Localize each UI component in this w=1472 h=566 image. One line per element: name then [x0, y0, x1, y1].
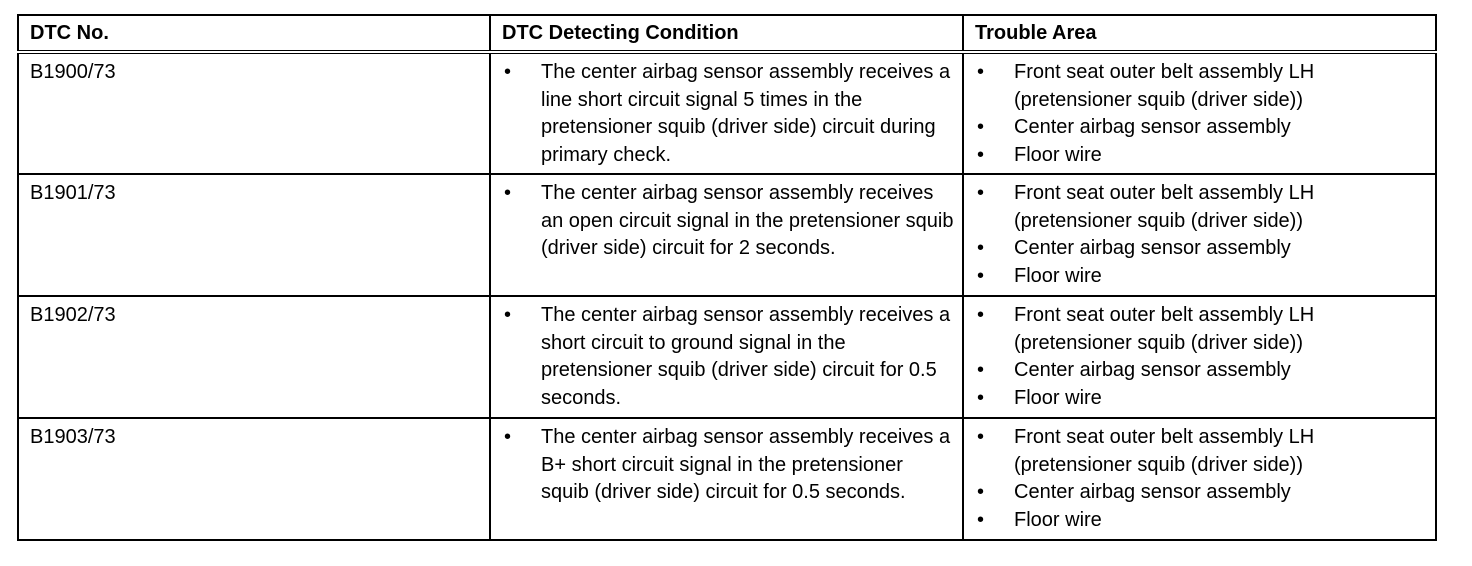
trouble-area-text: Floor wire [1014, 264, 1102, 287]
trouble-area-cell [963, 418, 1436, 540]
list-item [964, 479, 1435, 507]
bullet-icon: • [977, 426, 985, 448]
trouble-area-text: Center airbag sensor assembly [1014, 237, 1291, 259]
header-trouble-area: Trouble Area [963, 15, 1436, 52]
trouble-area-text: Floor wire [1014, 508, 1102, 531]
detecting-condition-cell [490, 296, 963, 418]
bullet-icon: • [977, 359, 985, 381]
list-item [964, 424, 1435, 479]
list-item [964, 263, 1435, 291]
trouble-area-list [964, 54, 1435, 169]
bullet-icon: • [977, 182, 985, 204]
detecting-condition-cell [490, 52, 963, 174]
trouble-area-text: Front seat outer belt assembly LH (pretensioner squib (driver side)) [1014, 426, 1315, 476]
condition-text: The center airbag sensor assembly receives an open circuit signal in the pretensioner squib (driver side) circuit for 2 seconds. [541, 182, 954, 259]
table-row [18, 52, 1436, 174]
list-item [964, 385, 1435, 413]
trouble-area-text: Center airbag sensor assembly [1014, 359, 1291, 381]
dtc-code: B1901/73 [18, 174, 490, 296]
list-item [491, 424, 962, 507]
bullet-icon: • [977, 304, 985, 326]
header-row [18, 15, 1436, 52]
trouble-area-text: Front seat outer belt assembly LH (pretensioner squib (driver side)) [1014, 304, 1315, 354]
table-row [18, 418, 1436, 540]
condition-text: The center airbag sensor assembly receives a line short circuit signal 5 times in the pretensioner squib (driver side) circuit during primary check. [541, 61, 951, 166]
bullet-icon: • [977, 116, 985, 138]
list-item [491, 302, 962, 412]
bullet-icon: • [977, 237, 985, 259]
dtc-code: B1900/73 [18, 52, 490, 174]
detecting-condition-cell [490, 174, 963, 296]
condition-list [491, 297, 962, 412]
trouble-area-text: Floor wire [1014, 143, 1102, 166]
table-header [18, 15, 1436, 52]
trouble-area-cell [963, 174, 1436, 296]
detecting-condition-cell [490, 418, 963, 540]
bullet-icon: • [504, 304, 512, 326]
trouble-area-list [964, 297, 1435, 412]
trouble-area-text: Front seat outer belt assembly LH (pretensioner squib (driver side)) [1014, 182, 1315, 232]
list-item [964, 180, 1435, 235]
list-item [964, 357, 1435, 385]
bullet-icon: • [977, 61, 985, 83]
list-item [964, 114, 1435, 142]
condition-list [491, 54, 962, 169]
header-detecting-condition: DTC Detecting Condition [490, 15, 963, 52]
bullet-icon: • [504, 61, 512, 83]
header-dtc-no: DTC No. [18, 15, 490, 52]
bullet-icon: • [977, 143, 985, 166]
table-row [18, 296, 1436, 418]
trouble-area-cell [963, 52, 1436, 174]
trouble-area-text: Floor wire [1014, 386, 1102, 409]
trouble-area-text: Center airbag sensor assembly [1014, 481, 1291, 503]
list-item [964, 507, 1435, 535]
trouble-area-text: Front seat outer belt assembly LH (pretensioner squib (driver side)) [1014, 61, 1315, 111]
bullet-icon: • [977, 264, 985, 287]
dtc-code: B1902/73 [18, 296, 490, 418]
dtc-code: B1903/73 [18, 418, 490, 540]
trouble-area-list [964, 175, 1435, 290]
bullet-icon: • [977, 508, 985, 531]
table-body [18, 52, 1436, 540]
list-item [491, 180, 962, 263]
list-item [964, 59, 1435, 114]
trouble-area-text: Center airbag sensor assembly [1014, 116, 1291, 138]
condition-text: The center airbag sensor assembly receives a short circuit to ground signal in the pretensioner squib (driver side) circuit for 0.5 seconds. [541, 304, 951, 409]
condition-text: The center airbag sensor assembly receives a B+ short circuit signal in the pretensioner squib (driver side) circuit for 0.5 seconds. [541, 426, 951, 503]
table-row [18, 174, 1436, 296]
list-item [964, 235, 1435, 263]
bullet-icon: • [977, 481, 985, 503]
bullet-icon: • [504, 182, 512, 204]
list-item [964, 142, 1435, 170]
trouble-area-list [964, 419, 1435, 534]
condition-list [491, 419, 962, 507]
trouble-area-cell [963, 296, 1436, 418]
condition-list [491, 175, 962, 263]
dtc-table [17, 14, 1437, 541]
list-item [964, 302, 1435, 357]
bullet-icon: • [504, 426, 512, 448]
bullet-icon: • [977, 386, 985, 409]
list-item [491, 59, 962, 169]
